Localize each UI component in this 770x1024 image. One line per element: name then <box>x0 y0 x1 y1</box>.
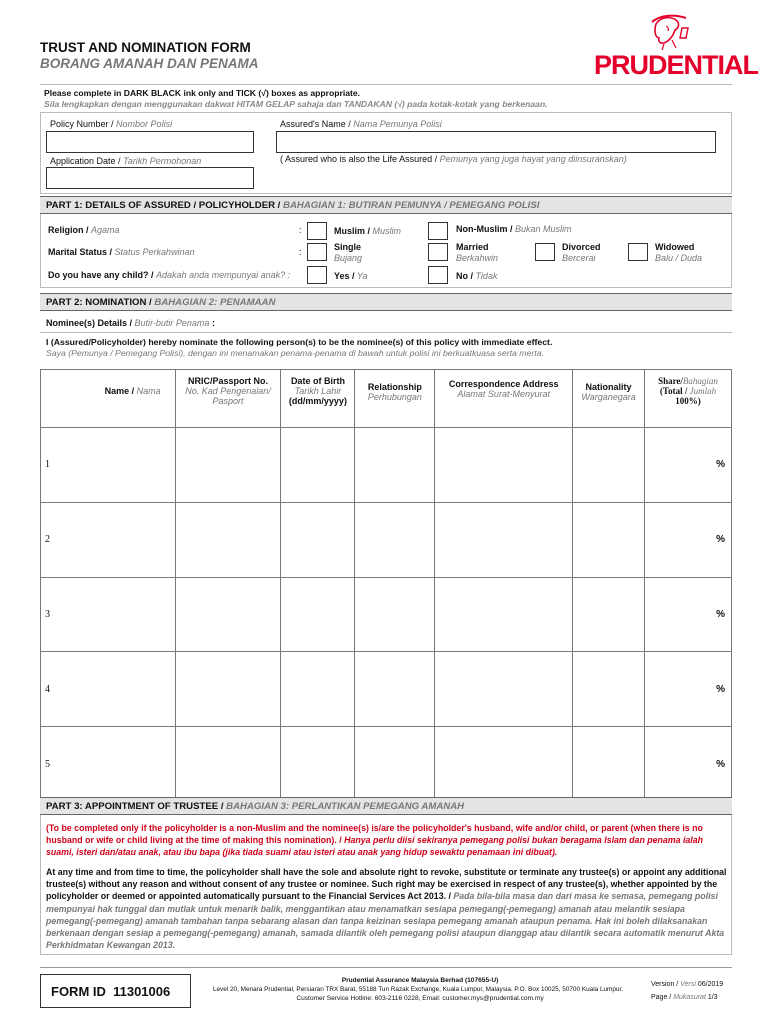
religion-colon: : <box>299 225 302 235</box>
nominee-name-cell[interactable] <box>41 652 176 727</box>
marital-colon: : <box>299 247 302 257</box>
nominee-dob-cell[interactable] <box>281 577 355 652</box>
nominee-row-number: 1 <box>45 459 50 471</box>
prudential-wordmark: PRUDENTIAL <box>594 50 758 80</box>
instructions-ms: Sila lengkapkan dengan menggunakan dakwat HITAM GELAP sahaja dan TANDAKAN (√) pada kotak-kotak yang berkenaan. <box>44 99 548 109</box>
part3-body: At any time and from time to time, the policyholder shall have the sole and absolute right to revoke, substitute or terminate any trustee(s) or appoint any additional trustee(s) without any reason and without consent of any trustee or nominee. Such right may be exercised in respect of any trustee(s), whether appointed by the policyholder or deemed or appointed automatically pursuant to the Financial Services Act 2013. / Pada bila-bila masa dan dari masa ke semasa, pemegang polisi mempunyai hak tunggal dan mutlak untuk menarik balik, menggantikan atau menamatkan sesiapa pemegang(-pemegang) amanah atau melantik sesiapa pemegang(-pemegang) amanah tambahan tanpa sebarang alasan dan tanpa keizinan sesiapa pemegang amanah ataupun penama. Hak ini boleh dilaksanakan berkenaan dengan sesiap a pemegang(-pemegang) amanah, samada dilantik oleh pemegang polisi ataupun dianggap atau dilantik secara automatik menurut Akta Perkhidmatan Kewangan 2013. <box>46 867 727 951</box>
divorced-label: Divorced Bercerai <box>562 242 601 263</box>
col-share: Share/Bahagian (Total / Jumlah 100%) <box>645 370 732 428</box>
declaration-en: I (Assured/Policyholder) hereby nominate the following person(s) to be the nominee(s) of this policy with immediate effect. <box>46 337 553 347</box>
married-label: Married Berkahwin <box>456 242 499 263</box>
assured-name-label: Assured's Name / Nama Pemunya Polisi <box>280 119 442 129</box>
nominee-row <box>41 727 732 802</box>
page-label: Page / Mukasurat 1/3 <box>651 994 718 1001</box>
form-id-box: FORM ID 11301006 <box>40 974 191 1008</box>
share-percent-sign: % <box>716 608 725 620</box>
application-date-input[interactable] <box>46 167 254 189</box>
form-title: TRUST AND NOMINATION FORM <box>40 40 251 55</box>
yes-checkbox[interactable] <box>307 266 327 284</box>
col-name: Name / Nama <box>41 370 176 428</box>
share-percent-sign: % <box>716 534 725 546</box>
company-name: Prudential Assurance Malaysia Berhad (107655-U) <box>341 977 499 984</box>
footer-divider <box>40 967 732 968</box>
divorced-checkbox[interactable] <box>535 243 555 261</box>
nominee-row-number: 2 <box>45 534 50 546</box>
assured-name-input[interactable] <box>276 131 716 153</box>
policy-number-label: Policy Number / Nombor Polisi <box>50 119 173 129</box>
nominee-row <box>41 652 732 727</box>
part1-header: PART 1: DETAILS OF ASSURED / POLICYHOLDER / BAHAGIAN 1: BUTIRAN PEMUNYA / PEMEGANG POLISI <box>40 196 732 214</box>
nominee-nationality-cell[interactable] <box>573 652 645 727</box>
nominee-relationship-cell[interactable] <box>355 502 435 577</box>
share-percent-sign: % <box>716 758 725 770</box>
nominee-nric-cell[interactable] <box>175 577 281 652</box>
nominee-address-cell[interactable] <box>435 502 573 577</box>
nominee-table-body <box>41 428 732 802</box>
prudential-logo <box>594 14 758 80</box>
nominee-nationality-cell[interactable] <box>573 577 645 652</box>
nominee-address-cell[interactable] <box>435 577 573 652</box>
nominee-relationship-cell[interactable] <box>355 652 435 727</box>
widowed-label: Widowed Balu / Duda <box>655 242 703 263</box>
nominee-address-cell[interactable] <box>435 428 573 503</box>
col-nric: NRIC/Passport No. No. Kad Pengenalan/ Pasport <box>175 370 281 428</box>
form-title-ms: BORANG AMANAH DAN PENAMA <box>40 56 259 71</box>
nominee-table-header <box>41 370 732 428</box>
company-address: Level 20, Menara Prudential, Persiaran TRX Barat, 55188 Tun Razak Exchange, Kuala Lumpur, Malaysia. P.O. Box 10025, 50700 Kuala Lumpur. <box>212 986 624 993</box>
nominee-nric-cell[interactable] <box>175 428 281 503</box>
nominee-share-cell[interactable] <box>645 577 732 652</box>
nominee-table <box>40 369 732 802</box>
nominee-row-number: 3 <box>45 608 50 620</box>
col-address: Correspondence Address Alamat Surat-Menyurat <box>435 370 573 428</box>
nominee-name-cell[interactable] <box>41 727 176 802</box>
single-checkbox[interactable] <box>307 243 327 261</box>
nominee-dob-cell[interactable] <box>281 502 355 577</box>
no-label: No / Tidak <box>456 271 498 281</box>
nominee-nric-cell[interactable] <box>175 652 281 727</box>
col-relationship: Relationship Perhubungan <box>355 370 435 428</box>
nominee-relationship-cell[interactable] <box>355 727 435 802</box>
widowed-checkbox[interactable] <box>628 243 648 261</box>
application-date-label: Application Date / Tarikh Permohonan <box>50 156 202 166</box>
instructions-en: Please complete in DARK BLACK ink only and TICK (√) boxes as appropriate. <box>44 88 361 98</box>
col-nationality: Nationality Warganegara <box>573 370 645 428</box>
instructions-box <box>40 84 732 110</box>
nominee-nric-cell[interactable] <box>175 727 281 802</box>
nominee-nric-cell[interactable] <box>175 502 281 577</box>
nominee-dob-cell[interactable] <box>281 727 355 802</box>
nominee-share-cell[interactable] <box>645 727 732 802</box>
nominee-row-number: 4 <box>45 683 50 695</box>
prudence-figure-icon <box>642 14 702 52</box>
yes-label: Yes / Ya <box>334 271 368 281</box>
non-muslim-label: Non-Muslim / Bukan Muslim <box>456 224 572 234</box>
nominee-row <box>41 502 732 577</box>
col-dob: Date of Birth Tarikh Lahir (dd/mm/yyyy) <box>281 370 355 428</box>
single-label: Single Bujang <box>334 242 363 263</box>
assured-life-label: ( Assured who is also the Life Assured / Pemunya yang juga hayat yang diinsuranskan) <box>280 154 627 164</box>
company-hotline: Customer Service Hotline: 603-2116 0228, Email: customer.mys@prudential.com.my <box>296 995 544 1002</box>
nominee-relationship-cell[interactable] <box>355 577 435 652</box>
share-percent-sign: % <box>716 683 725 695</box>
muslim-checkbox[interactable] <box>307 222 327 240</box>
nominee-share-cell[interactable] <box>645 502 732 577</box>
non-muslim-checkbox[interactable] <box>428 222 448 240</box>
nominee-nationality-cell[interactable] <box>573 428 645 503</box>
nominee-share-cell[interactable] <box>645 428 732 503</box>
declaration-ms: Saya (Pemunya / Pemegang Polisi), dengan ini menamakan penama-penama di bawah untuk polisi ini berkuatkuasa serta merta. <box>46 348 544 358</box>
part2-header: PART 2: NOMINATION / BAHAGIAN 2: PENAMAAN <box>40 293 732 311</box>
religion-label: Religion / Agama <box>48 225 120 235</box>
policy-number-input[interactable] <box>46 131 254 153</box>
part3-header: PART 3: APPOINTMENT OF TRUSTEE / BAHAGIAN 3: PERLANTIKAN PEMEGANG AMANAH <box>40 797 732 815</box>
nominee-relationship-cell[interactable] <box>355 428 435 503</box>
nominee-details-label: Nominee(s) Details / Butir-butir Penama : <box>46 318 215 328</box>
part2-divider <box>40 332 732 333</box>
nominee-name-cell[interactable] <box>41 577 176 652</box>
share-percent-sign: % <box>716 459 725 471</box>
married-checkbox[interactable] <box>428 243 448 261</box>
nominee-dob-cell[interactable] <box>281 652 355 727</box>
nominee-address-cell[interactable] <box>435 652 573 727</box>
nominee-dob-cell[interactable] <box>281 428 355 503</box>
nominee-nationality-cell[interactable] <box>573 727 645 802</box>
nominee-name-cell[interactable] <box>41 502 176 577</box>
marital-label: Marital Status / Status Perkahwinan <box>48 247 195 257</box>
version-label: Version / Versi 06/2019 <box>651 981 724 988</box>
no-checkbox[interactable] <box>428 266 448 284</box>
part3-note: (To be completed only if the policyholder is a non-Muslim and the nominee(s) is/are the policyholder's husband, wife and/or child, or parent (when there is no husband or wife or child living at the time of making this nomination). / Hanya perlu diisi sekiranya pemegang polisi bukan beragama Islam dan penama ialah suami, isteri dan/atau anak, atau ibu bapa (jika tiada suami atau isteri atau anak yang hidup sewaktu penamaan ini dibuat). <box>46 823 704 857</box>
nominee-name-cell[interactable] <box>41 428 176 503</box>
children-label: Do you have any child? / Adakah anda mempunyai anak? : <box>48 270 291 280</box>
nominee-row <box>41 428 732 503</box>
nominee-nationality-cell[interactable] <box>573 502 645 577</box>
nominee-share-cell[interactable] <box>645 652 732 727</box>
nominee-address-cell[interactable] <box>435 727 573 802</box>
nominee-row <box>41 577 732 652</box>
nominee-row-number: 5 <box>45 758 50 770</box>
muslim-label: Muslim / Muslim <box>334 226 402 236</box>
